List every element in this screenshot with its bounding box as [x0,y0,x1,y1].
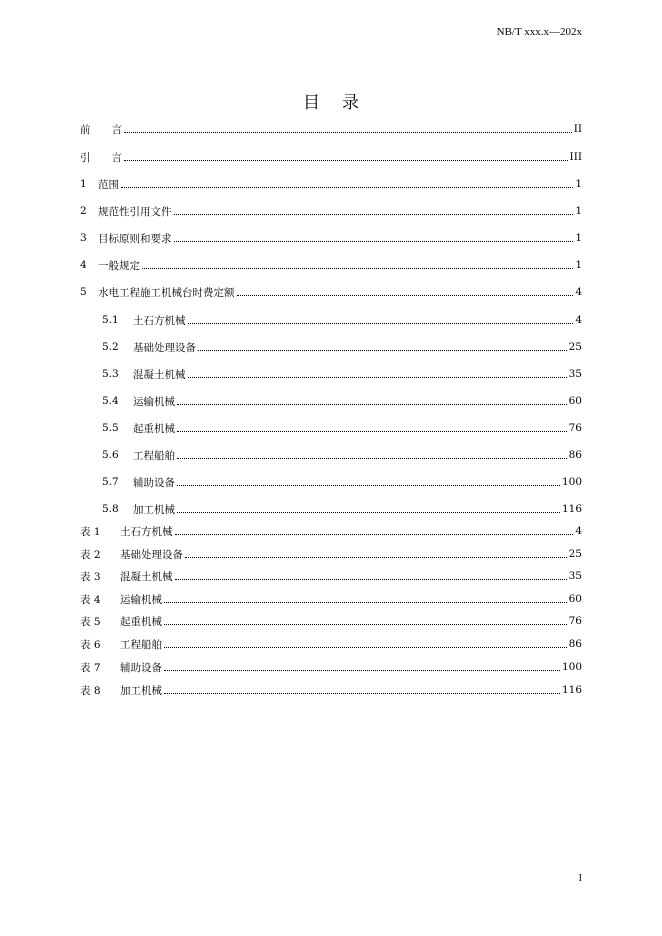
toc-table-entry[interactable] [80,613,582,629]
dot-leader [177,403,567,405]
toc-entry-label: 工程船舶 [120,638,162,651]
toc-entry-number: 5 [80,286,87,298]
toc-entry-page: 100 [561,476,582,488]
toc-entry-label: 混凝土机械 [120,570,173,583]
toc-entry-label: 加工机械 [133,503,175,516]
toc-entry-label: 规范性引用文件 [98,205,172,218]
toc-entry-number: 表 5 [80,615,101,628]
toc-entry-page: 60 [568,593,582,605]
dot-leader [124,159,568,161]
toc-subentry[interactable] [102,339,582,355]
toc-table-entry[interactable] [80,636,582,652]
dot-leader [164,692,560,694]
toc-entry-number: 3 [80,232,87,244]
dot-leader [164,646,567,648]
dot-leader [188,322,574,324]
dot-leader [198,349,567,351]
toc-entry-label: 辅助设备 [120,661,162,674]
dot-leader [175,533,574,535]
toc-entry-page: III [569,151,582,163]
toc-entry-number: 表 1 [80,525,101,538]
toc-entry-label: 土石方机械 [120,525,173,538]
page-title: 目录 [303,93,381,113]
toc-entry-label: 水电工程施工机械台时费定额 [98,286,235,299]
toc-entry-label: 目标原则和要求 [98,232,172,245]
toc-entry-page: 116 [561,684,582,696]
toc-entry-number: 4 [80,259,87,271]
toc-entry-number: 5.8 [102,503,119,515]
toc-entry-page: 116 [561,503,582,515]
toc-entry-label: 一般规定 [98,259,140,272]
toc-subentry[interactable] [102,420,582,436]
toc-entry-page: II [573,123,582,135]
dot-leader [188,376,567,378]
toc-table-entry[interactable] [80,682,582,698]
dot-leader [175,578,567,580]
dot-leader [185,556,567,558]
toc-entry[interactable] [80,121,582,137]
toc-entry-number: 5.3 [102,368,119,380]
toc-table-entry[interactable] [80,523,582,539]
toc-entry-page: 1 [575,205,582,217]
toc-entry[interactable] [80,203,582,219]
toc-subentry[interactable] [102,474,582,490]
toc-entry-number: 5.5 [102,422,119,434]
toc-entry-number: 表 2 [80,548,101,561]
toc-entry-page: 86 [568,638,582,650]
toc-entry-label: 运输机械 [120,593,162,606]
document-code: NB/T xxx.x—202x [496,26,582,38]
toc-entry[interactable] [80,257,582,273]
toc-entry-page: 1 [575,259,582,271]
toc-entry-page: 100 [561,661,582,673]
toc-entry-number: 5.7 [102,476,119,488]
dot-leader [164,669,560,671]
toc-subentry[interactable] [102,312,582,328]
toc-entry-page: 4 [575,525,582,537]
toc-entry-number: 5.2 [102,341,119,353]
toc-subentry[interactable] [102,501,582,517]
toc-entry-page: 25 [568,548,582,560]
toc-entry[interactable] [80,230,582,246]
toc-subentry[interactable] [102,366,582,382]
dot-leader [121,186,573,188]
toc-table-entry[interactable] [80,568,582,584]
toc-table-entry[interactable] [80,591,582,607]
toc-entry[interactable] [80,284,582,300]
toc-entry-page: 76 [568,422,582,434]
dot-leader [237,294,574,296]
toc-entry-label: 加工机械 [120,684,162,697]
toc-entry-label: 基础处理设备 [120,548,183,561]
dot-leader [164,623,567,625]
toc-entry-number: 1 [80,178,87,190]
toc-entry-number: 表 7 [80,661,101,674]
toc-entry-page: 4 [575,314,582,326]
toc-entry-number: 5.1 [102,314,119,326]
toc-entry-number: 2 [80,205,87,217]
toc-entry-number: 表 3 [80,570,101,583]
toc-entry-label: 起重机械 [133,422,175,435]
toc-entry[interactable] [80,149,582,165]
page-number: I [578,873,582,884]
dot-leader [164,601,567,603]
toc-entry[interactable] [80,176,582,192]
dot-leader [177,511,560,513]
toc-entry-number: 表 8 [80,684,101,697]
toc-entry-page: 1 [575,232,582,244]
toc-entry-page: 35 [568,570,582,582]
toc-entry-page: 76 [568,615,582,627]
toc-subentry[interactable] [102,447,582,463]
toc-entry-label: 工程船舶 [133,449,175,462]
toc-entry-page: 86 [568,449,582,461]
toc-table-entry[interactable] [80,659,582,675]
toc-entry-number: 表 4 [80,593,101,606]
toc-entry-number: 5.4 [102,395,119,407]
dot-leader [124,131,572,133]
toc-entry-label: 前 言 [80,123,122,136]
toc-entry-label: 范围 [98,178,119,191]
toc-entry-label: 辅助设备 [133,476,175,489]
toc-entry-label: 起重机械 [120,615,162,628]
toc-entry-label: 混凝土机械 [133,368,186,381]
toc-entry-label: 基础处理设备 [133,341,196,354]
dot-leader [142,267,573,269]
toc-entry-number: 5.6 [102,449,119,461]
toc-entry-number: 表 6 [80,638,101,651]
dot-leader [174,240,574,242]
toc-entry-label: 土石方机械 [133,314,186,327]
toc-entry-page: 25 [568,341,582,353]
dot-leader [177,484,560,486]
toc-subentry[interactable] [102,393,582,409]
toc-entry-label: 运输机械 [133,395,175,408]
toc-entry-page: 35 [568,368,582,380]
toc-entry-label: 引 言 [80,151,122,164]
toc-entry-page: 1 [575,178,582,190]
dot-leader [177,457,567,459]
dot-leader [174,213,574,215]
toc-entry-page: 60 [568,395,582,407]
toc-table-entry[interactable] [80,546,582,562]
toc-entry-page: 4 [575,286,582,298]
dot-leader [177,430,567,432]
